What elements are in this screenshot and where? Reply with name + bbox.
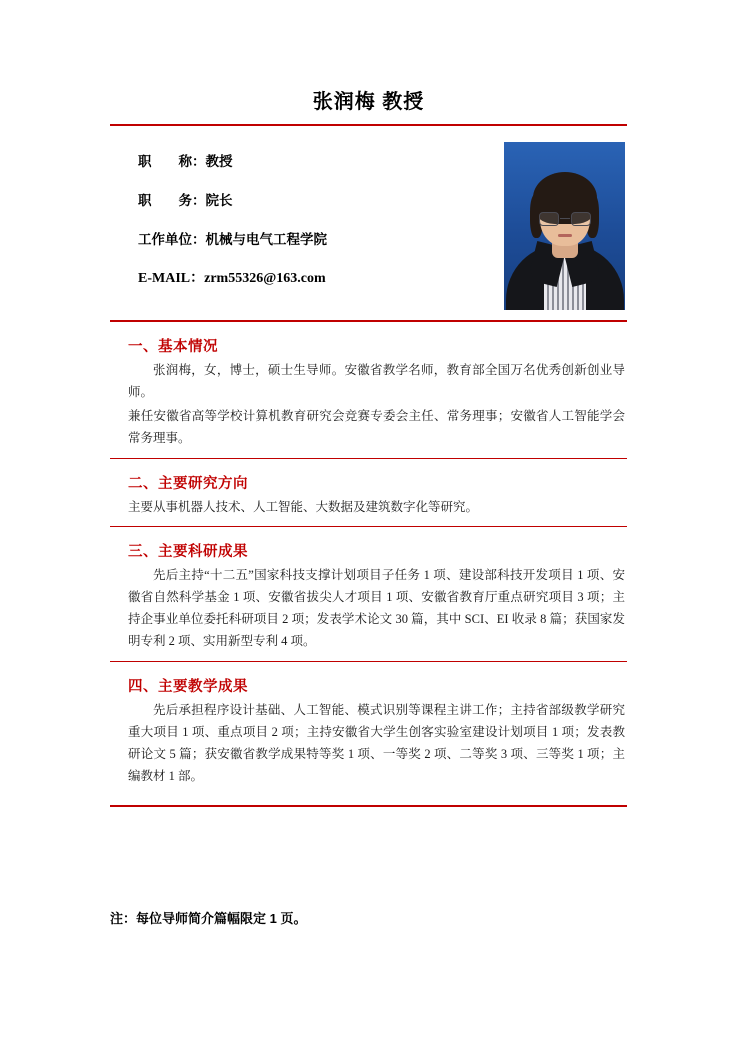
section-basic-info: [110, 322, 627, 458]
section-teaching-achievements: [110, 662, 627, 796]
profile-field-email-label: E-MAIL：: [138, 271, 205, 286]
divider-bottom: [110, 805, 627, 807]
profile-photo-container: [504, 142, 627, 310]
photo-glasses: [539, 212, 591, 226]
section-research-directions-paragraph-1: 主要从事机器人技术、人工智能、大数据及建筑数字化等研究。: [128, 499, 479, 514]
photo-glasses-lens-right: [571, 212, 591, 226]
portrait-photo: [504, 142, 625, 310]
section-research-achievements-heading: 三、主要科研成果: [128, 544, 248, 561]
section-basic-info-heading: 一、基本情况: [128, 339, 218, 355]
profile-field-email-value: zrm55326@163.com: [204, 271, 326, 286]
profile-info: [110, 142, 504, 287]
profile-field-position-value: 院长: [205, 193, 233, 208]
photo-glasses-lens-left: [539, 212, 559, 226]
section-research-achievements-paragraph-1: 先后主持“十二五”国家科技支撑计划项目子任务 1 项、建设部科技开发项目 1 项、安徽省自然科学基金 1 项、安徽省拔尖人才项目 1 项、安徽省教育厅重点研究项目 3 项；主持企事业单位委托科研项目 2 项；发表学术论文 30 篇，其中 SCI、EI 收录 8 篇；获国家发明专利 2 项、实用新型专利 4 项。: [128, 568, 625, 648]
photo-mouth: [558, 234, 572, 237]
profile-field-email: [138, 267, 504, 287]
profile-field-title: [138, 150, 504, 170]
section-basic-info-paragraph-1: 张润梅，女，博士，硕士生导师。安徽省教学名师，教育部全国万名优秀创新创业导师。: [128, 363, 625, 399]
profile-field-workplace-label: 工作单位：: [138, 232, 206, 247]
profile-field-position: [138, 189, 504, 209]
profile-field-position-label: 职 务：: [138, 193, 206, 208]
profile-field-title-label: 职 称：: [138, 154, 206, 169]
section-basic-info-paragraph-2: 兼任安徽省高等学校计算机教育研究会竞赛专委会主任、常务理事；安徽省人工智能学会常务理事。: [128, 408, 625, 445]
page-title: 张润梅 教授: [312, 91, 425, 113]
section-teaching-achievements-paragraph-1: 先后承担程序设计基础、人工智能、模式识别等课程主讲工作；主持省部级教学研究重大项目 1 项、重点项目 2 项；主持安徽省大学生创客实验室建设计划项目 1 项；发表教研论文 5 篇；获安徽省教学成果特等奖 1 项、一等奖 2 项、二等奖 3 项、三等奖 1 项；主编教材 1 部。: [128, 702, 625, 783]
photo-glasses-bridge: [560, 218, 570, 219]
section-research-achievements: [110, 527, 627, 661]
profile-field-title-value: 教授: [205, 154, 233, 169]
footnote: 注：每位导师简介篇幅限定 1 页。: [110, 911, 307, 926]
profile-field-workplace-value: 机械与电气工程学院: [205, 232, 327, 247]
profile-header: [110, 126, 627, 320]
section-research-directions-heading: 二、主要研究方向: [128, 475, 248, 492]
section-teaching-achievements-heading: 四、主要教学成果: [128, 678, 248, 695]
profile-field-workplace: [138, 228, 504, 248]
section-research-directions: [110, 459, 627, 527]
bottom-spacer: [110, 795, 627, 805]
